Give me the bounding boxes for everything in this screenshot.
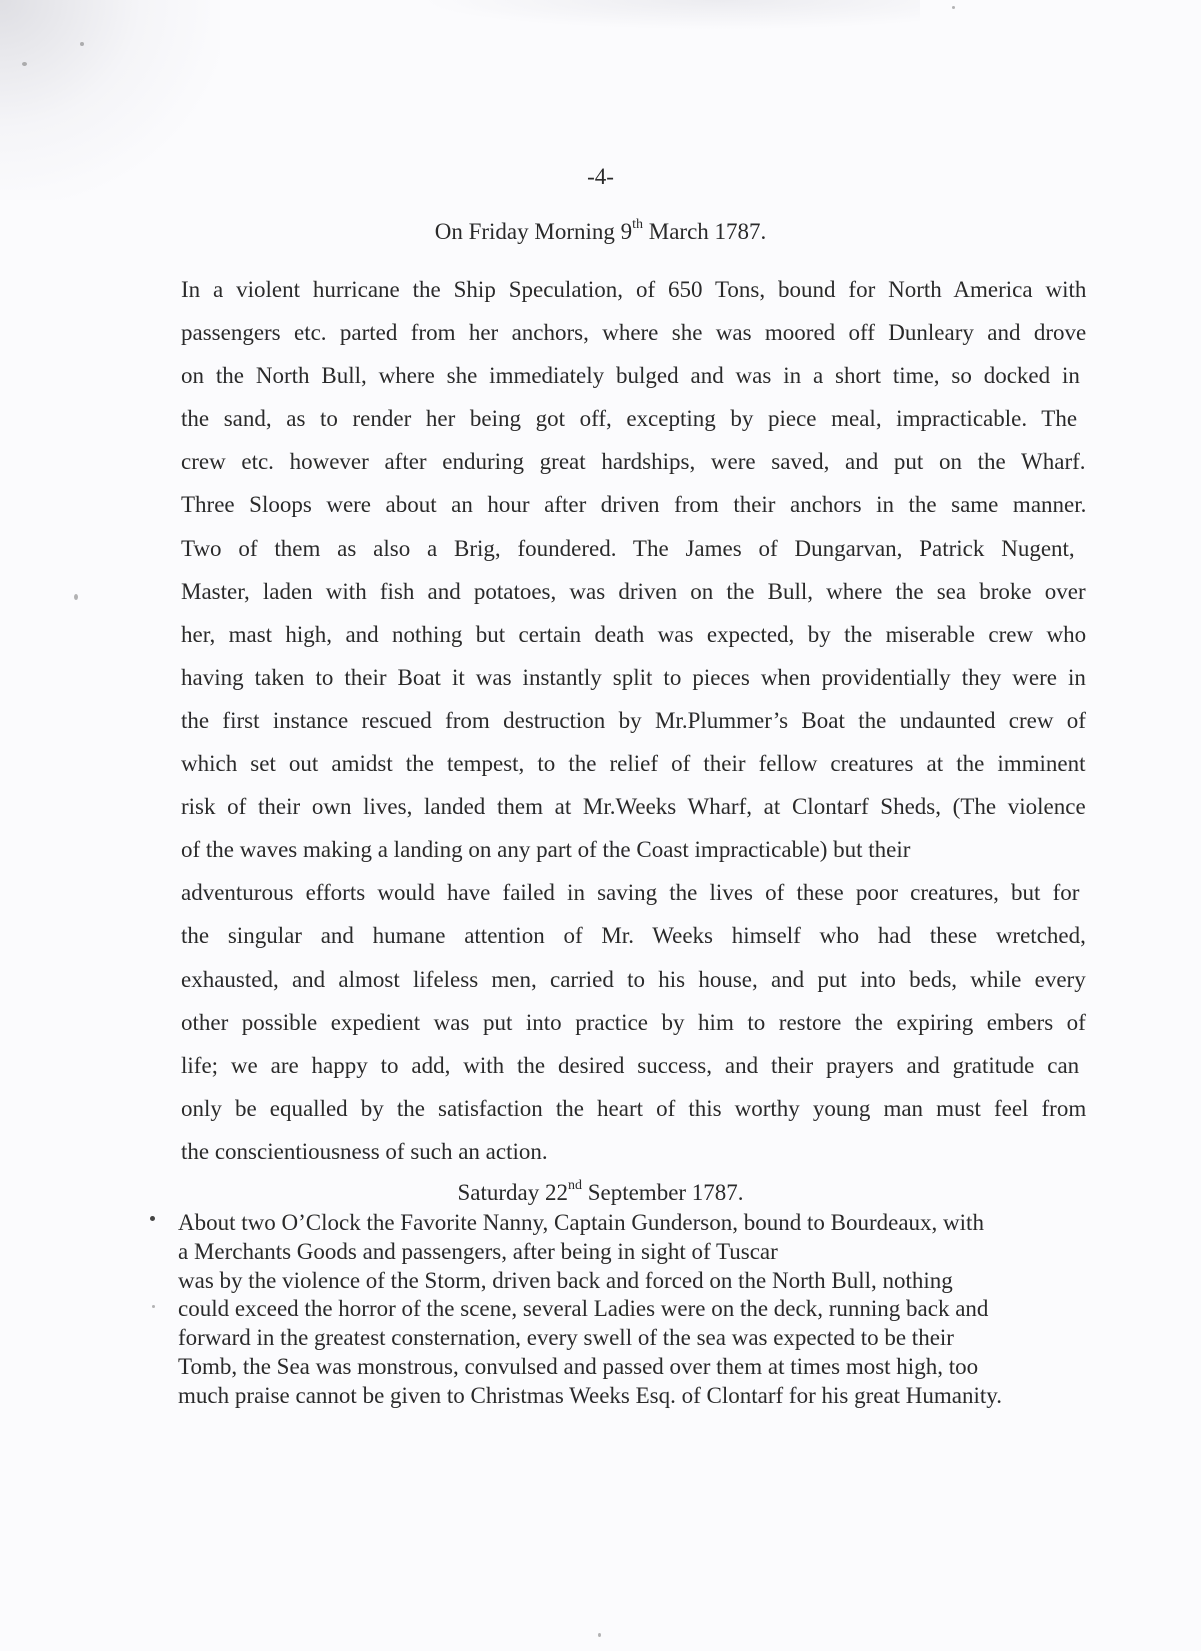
text-line: of the waves making a landing on any part of the Coast impracticable) but their	[181, 837, 911, 863]
text-line: was by the violence of the Storm, driven back and forced on the North Bull, nothing	[178, 1267, 953, 1293]
text-line: on the North Bull, where she immediately bulged and was in a short time, so docked in	[181, 363, 1080, 389]
entry-paragraph	[178, 1210, 1098, 1412]
scan-speck	[22, 62, 27, 66]
text-line: could exceed the horror of the scene, several Ladies were on the deck, running back and	[178, 1296, 989, 1322]
entry-paragraph	[181, 277, 1101, 1182]
entry-heading-text: On Friday Morning 9	[434, 219, 633, 244]
text-line: her, mast high, and nothing but certain death was expected, by the miserable crew who	[181, 621, 1087, 647]
scan-shadow-top	[420, 0, 920, 30]
entry-heading-text: March 1787.	[643, 219, 767, 244]
text-line: passengers etc. parted from her anchors, where she was moored off Dunleary and drove	[181, 320, 1087, 346]
page-number: -4-	[587, 164, 614, 189]
text-line: forward in the greatest consternation, every swell of the sea was expected to be their	[178, 1325, 954, 1351]
text-line: risk of their own lives, landed them at Mr.Weeks Wharf, at Clontarf Sheds, (The violence	[181, 794, 1086, 820]
text-line: Tomb, the Sea was monstrous, convulsed and passed over them at times most high, too	[178, 1353, 979, 1379]
scan-speck	[80, 42, 84, 46]
text-line: much praise cannot be given to Christmas Weeks Esq. of Clontarf for his great Humanity.	[178, 1382, 1003, 1408]
text-line: Two of them as also a Brig, foundered. The James of Dungarvan, Patrick Nugent,	[181, 535, 1075, 561]
text-line: a Merchants Goods and passengers, after being in sight of Tuscar	[178, 1238, 778, 1264]
text-line: the first instance rescued from destruction by Mr.Plummer’s Boat the undaunted crew of	[181, 707, 1086, 733]
entry-heading-text: Saturday 22	[457, 1180, 568, 1205]
scan-speck	[952, 6, 955, 9]
text-line: Three Sloops were about an hour after driven from their anchors in the same manner.	[181, 492, 1087, 518]
text-line: In a violent hurricane the Ship Speculation, of 650 Tons, bound for North America with	[181, 277, 1087, 302]
text-line: adventurous efforts would have failed in saving the lives of these poor creatures, but for	[181, 880, 1080, 906]
text-line: Master, laden with fish and potatoes, was driven on the Bull, where the sea broke over	[181, 578, 1086, 604]
text-line: life; we are happy to add, with the desired success, and their prayers and gratitude can	[181, 1052, 1080, 1078]
text-line: having taken to their Boat it was instantly split to pieces when providentially they were in	[181, 664, 1086, 690]
bullet-mark	[150, 1216, 155, 1221]
text-line: which set out amidst the tempest, to the relief of their fellow creatures at the imminent	[181, 751, 1086, 777]
entry-heading	[0, 1180, 1201, 1206]
ordinal-suffix: th	[632, 217, 644, 233]
text-line: the singular and humane attention of Mr. Weeks himself who had these wretched,	[181, 923, 1086, 949]
text-line: About two O’Clock the Favorite Nanny, Captain Gunderson, bound to Bourdeaux, with	[178, 1210, 984, 1235]
text-line: exhausted, and almost lifeless men, carried to his house, and put into beds, while every	[181, 966, 1086, 992]
ordinal-suffix: nd	[567, 1178, 582, 1194]
scan-speck	[152, 1305, 155, 1308]
scan-speck	[74, 594, 78, 600]
text-line: only be equalled by the satisfaction the heart of this worthy young man must feel from	[181, 1095, 1087, 1121]
scan-speck	[598, 1633, 601, 1637]
text-line: the sand, as to render her being got off, excepting by piece meal, impracticable. The	[181, 406, 1078, 432]
text-line: crew etc. however after enduring great hardships, were saved, and put on the Wharf.	[181, 449, 1086, 475]
text-line: the conscientiousness of such an action.	[181, 1138, 548, 1164]
entry-heading	[0, 219, 1201, 245]
text-line: other possible expedient was put into practice by him to restore the expiring embers of	[181, 1009, 1086, 1035]
entry-heading-text: September 1787.	[581, 1180, 744, 1205]
